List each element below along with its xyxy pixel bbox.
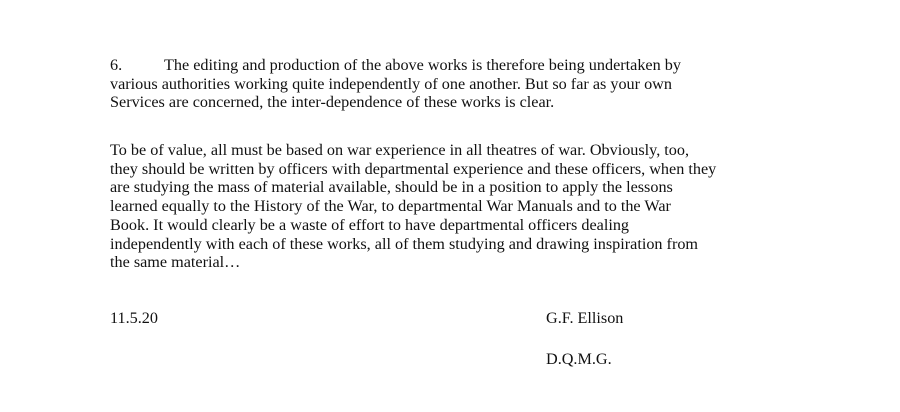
paragraph-number: 6.: [110, 56, 123, 74]
document-date: 11.5.20: [110, 309, 158, 327]
paragraph-6: [110, 56, 800, 112]
signatory-name: G.F. Ellison: [546, 309, 624, 327]
paragraph-6-text: The editing and production of the above works is therefore being undertaken by various authorities working quite independently of one another. But so far as your own Services are concerned, the inter-dependence of these works is clear.: [110, 56, 681, 112]
paragraph-7: To be of value, all must be based on war experience in all theatres of war. Obviously, too, they should be written by officers with departmental experience and these officers, when they are studying the mass of material available, should be in a position to apply the lessons learned equally to the History of the War, to departmental War Manuals and to the War Book. It would clearly be a waste of effort to have departmental officers dealing independently with each of these works, all of them studying and drawing inspiration from the same material…: [110, 141, 717, 272]
signatory-title: D.Q.M.G.: [546, 350, 612, 368]
